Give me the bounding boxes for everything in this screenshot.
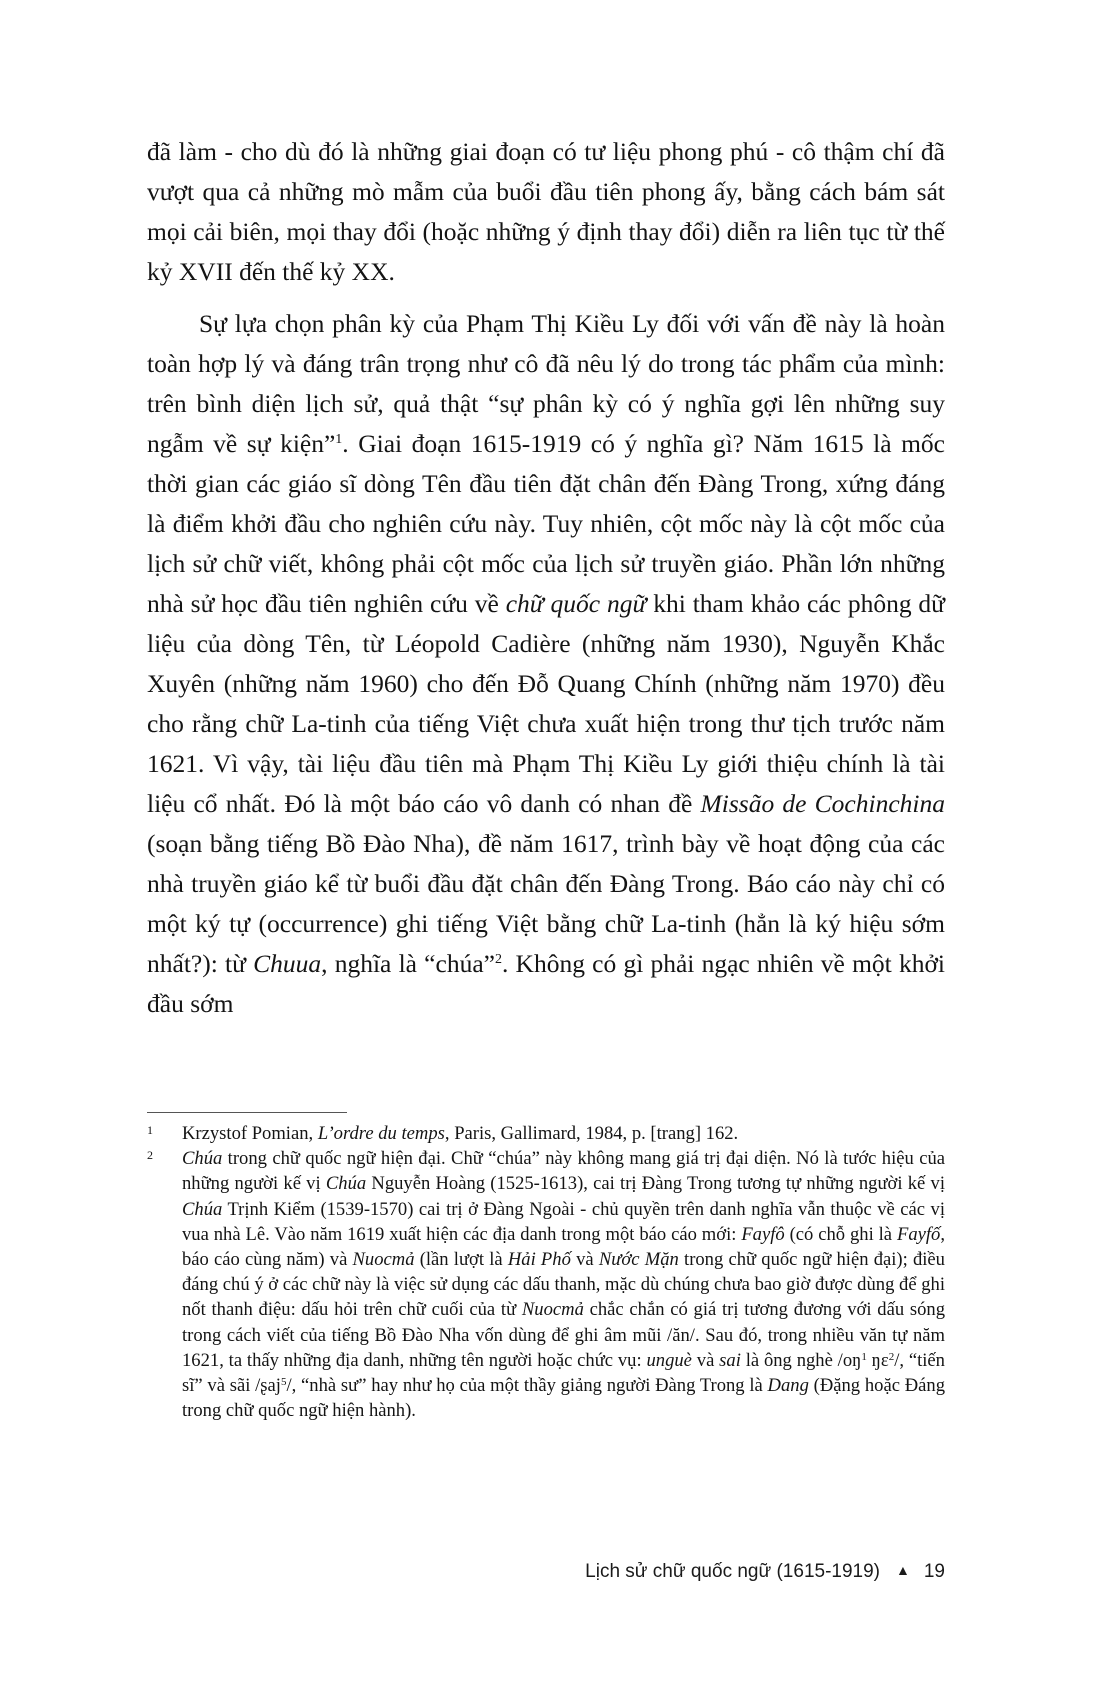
text-run: trong chữ quốc ngữ hiện đại. Chữ “chúa” này không mang giá trị đại diện. Nó là tước hiệu của những người kế vị [182, 1148, 945, 1195]
text-run: ŋɛ [866, 1349, 889, 1371]
italic-term: Nước Mặn [598, 1249, 679, 1271]
italic-term: Hải Phố [507, 1249, 571, 1271]
text-run: . Không có gì phải ngạc nhiên về một khởi đầu sớm [147, 949, 946, 1018]
page-body [147, 132, 945, 1024]
running-footer [585, 1561, 945, 1583]
italic-term: Fayfô [741, 1223, 785, 1245]
italic-term: sai [719, 1349, 741, 1371]
footnote-2 [147, 1146, 945, 1423]
text-run: chắc chắn có giá trị tương đương với dấu sóng trong cách viết của tiếng Bồ Đào Nha vốn dùng để ghi âm mũi /ăn/. Sau đó, trong nhiều văn tự năm 1621, ta thấy những địa danh, những tên người hoặc chức vụ: [182, 1299, 945, 1371]
text-run: , Paris, Gallimard, 1984, p. [trang] 162. [444, 1123, 739, 1144]
italic-term: Chuua [253, 949, 322, 978]
italic-term: unguè [646, 1349, 692, 1371]
text-run: /, “tiến sĩ” và sãi /ʂaj [182, 1349, 945, 1397]
footnote-1 [147, 1121, 945, 1146]
italic-term: Chúa [182, 1148, 223, 1170]
italic-term: Nuocmả [521, 1299, 584, 1321]
text-run: , nghĩa là “chúa” [321, 949, 495, 978]
triangle-marker-icon: ▲ [896, 1562, 910, 1578]
footnote-number: 1 [147, 1123, 153, 1137]
main-text [147, 132, 945, 1024]
italic-term: Fayfố [896, 1223, 941, 1245]
book-title: Lịch sử chữ quốc ngữ (1615-1919) [585, 1561, 880, 1582]
footnote-ref-1[interactable]: 1 [335, 432, 343, 447]
text-run: Nguyễn Hoàng (1525-1613), cai trị Đàng Trong tương tự những người kế vị [366, 1173, 945, 1195]
text-run: Trịnh Kiểm (1539-1570) cai trị ở Đàng Ngoài - chủ quyền trên danh nghĩa vẫn thuộc về các vị vua nhà Lê. Vào năm 1619 xuất hiện các địa danh trong một báo cáo mới: [182, 1198, 945, 1245]
footnote-ref-2[interactable]: 2 [494, 952, 502, 967]
tone-number: 5 [280, 1376, 287, 1389]
text-run: . Giai đoạn 1615-1919 có ý nghĩa gì? Năm 1615 là mốc thời gian các giáo sĩ dòng Tên đầu tiên đặt chân đến Đàng Trong, xứng đáng là điểm khởi đầu cho nghiên cứu này. Tuy nhiên, cột mốc này là cột mốc của lịch sử chữ viết, không phải cột mốc của lịch sử truyền giáo. Phần lớn những nhà sử học đầu tiên nghiên cứu về [147, 429, 946, 618]
italic-title: Missão de Cochinchina [700, 789, 945, 818]
italic-term: chữ quốc ngữ [505, 589, 647, 618]
text-run: Sự lựa chọn phân kỳ của Phạm Thị Kiều Ly đối với vấn đề này là hoàn toàn hợp lý và đáng trân trọng như cô đã nêu lý do trong tác phẩm của mình: trên bình diện lịch sử, quả thật “sự phân kỳ có ý nghĩa gợi lên những suy ngẫm về sự kiện” [147, 309, 945, 458]
text-run: Krzystof Pomian, [182, 1123, 318, 1144]
paragraph-1 [147, 132, 945, 292]
text-run: (lần lượt là [414, 1249, 508, 1271]
footnote-divider [147, 1112, 347, 1113]
text-run: trong chữ quốc ngữ hiện đại); điều đáng chú ý ở các chữ này là việc sử dụng các dấu thanh, mặc dù chúng chưa bao giờ được dùng để ghi nốt thanh điệu: dấu hỏi trên chữ cuối của từ [182, 1249, 945, 1321]
text-run: (Đặng hoặc Đáng trong chữ quốc ngữ hiện hành). [182, 1375, 945, 1422]
paragraph-2 [147, 304, 945, 1024]
italic-term: Dang [767, 1375, 809, 1397]
text-run: đã làm - cho dù đó là những giai đoạn có tư liệu phong phú - cô thậm chí đã vượt qua cả những mò mẫm của buổi đầu tiên phong ấy, bằng cách bám sát mọi cải biên, mọi thay đổi (hoặc những ý định thay đổi) diễn ra liên tục từ thế kỷ XVII đến thế kỷ XX. [147, 137, 945, 286]
tone-number: 1 [861, 1350, 867, 1363]
footnotes [147, 1112, 945, 1423]
text-run: , báo cáo cùng năm) và [182, 1223, 945, 1271]
text-run: và [691, 1349, 720, 1371]
text-run: (soạn bằng tiếng Bồ Đào Nha), đề năm 1617, trình bày về hoạt động của các nhà truyền giáo kể từ buổi đầu đặt chân đến Đàng Trong. Báo cáo này chỉ có một ký tự (occurrence) ghi tiếng Việt bằng chữ La-tinh (hẳn là ký hiệu sớm nhất?): từ [147, 829, 945, 978]
italic-term: Chúa [182, 1198, 223, 1220]
text-run: /, “nhà sư” hay như họ của một thầy giảng người Đàng Trong là [286, 1375, 768, 1397]
text-run: và [570, 1249, 599, 1271]
page-number: 19 [923, 1561, 945, 1582]
italic-term: Chúa [325, 1173, 367, 1195]
tone-number: 2 [888, 1350, 895, 1363]
italic-term: Nuocmả [352, 1249, 415, 1271]
text-run: là ông nghè /oŋ [740, 1349, 862, 1371]
footnote-number: 2 [147, 1148, 153, 1163]
text-run: khi tham khảo các phông dữ liệu của dòng Tên, từ Léopold Cadière (những năm 1930), Nguyễn Khắc Xuyên (những năm 1960) cho đến Đỗ Quang Chính (những năm 1970) đều cho rằng chữ La-tinh của tiếng Việt chưa xuất hiện trong thư tịch trước năm 1621. Vì vậy, tài liệu đầu tiên mà Phạm Thị Kiều Ly giới thiệu chính là tài liệu cổ nhất. Đó là một báo cáo vô danh có nhan đề [147, 589, 946, 818]
italic-title: L’ordre du temps [317, 1123, 445, 1144]
text-run: (có chỗ ghi là [784, 1223, 897, 1245]
